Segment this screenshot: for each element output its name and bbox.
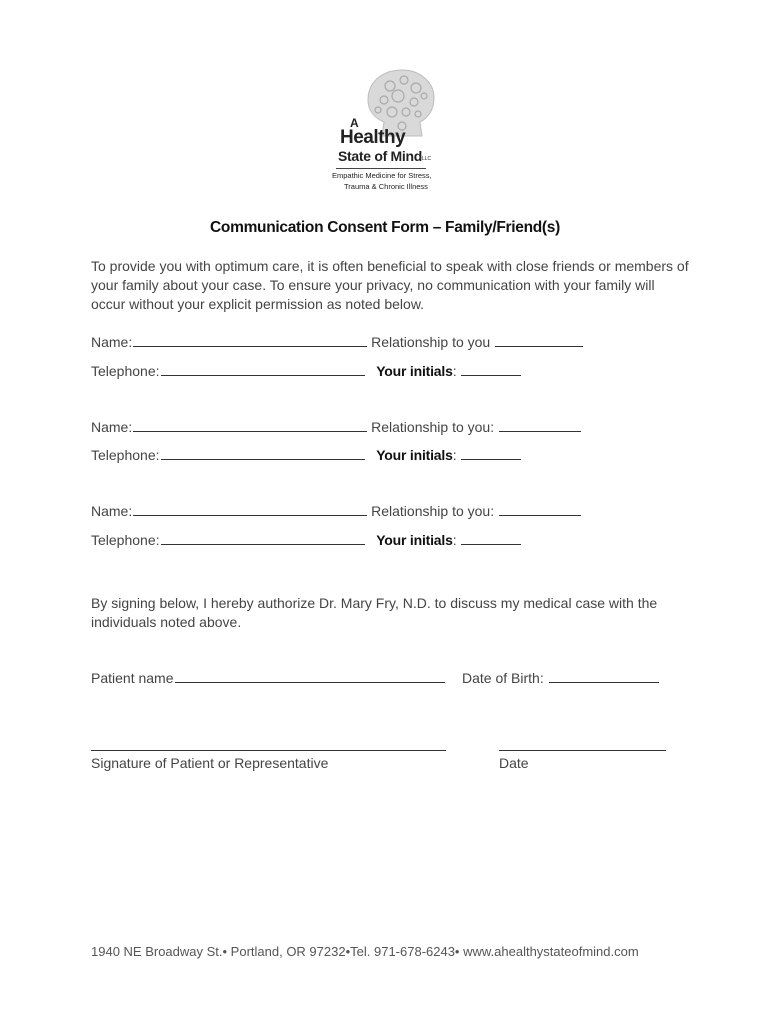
logo-tagline-1: Empathic Medicine for Stress,	[332, 171, 432, 180]
date-label: Date	[499, 755, 529, 771]
company-logo	[332, 66, 452, 196]
relationship-field[interactable]	[499, 514, 581, 516]
logo-llc: LLC	[422, 156, 432, 162]
contact-1-telephone-row	[91, 363, 521, 379]
footer-address: 1940 NE Broadway St.• Portland, OR 97232•Tel. 971-678-6243• www.ahealthystateofmind.com	[91, 944, 639, 959]
initials-label: Your initials	[376, 363, 453, 379]
dob-row	[462, 670, 659, 686]
relationship-label: Relationship to you:	[371, 503, 495, 519]
initials-field[interactable]	[461, 458, 521, 460]
logo-letter-a: A	[350, 116, 359, 130]
signature-label: Signature of Patient or Representative	[91, 755, 329, 771]
relationship-label: Relationship to you:	[371, 419, 495, 435]
relationship-label: Relationship to you	[371, 334, 491, 350]
telephone-field[interactable]	[161, 458, 365, 460]
initials-label: Your initials	[376, 447, 453, 463]
authorization-paragraph: By signing below, I hereby authorize Dr. Mary Fry, N.D. to discuss my medical case with the individuals noted above.	[91, 595, 658, 630]
name-label: Name:	[91, 419, 133, 435]
relationship-field[interactable]	[499, 430, 581, 432]
dob-label: Date of Birth:	[462, 670, 544, 686]
name-field[interactable]	[133, 514, 367, 516]
signature-field[interactable]	[91, 750, 446, 751]
contact-3-name-row	[91, 503, 581, 519]
telephone-label: Telephone:	[91, 363, 160, 379]
logo-state-of-mind: State of Mind	[338, 148, 422, 164]
initials-colon: :	[452, 363, 457, 379]
name-field[interactable]	[133, 345, 367, 347]
telephone-field[interactable]	[161, 374, 365, 376]
patient-name-field[interactable]	[175, 681, 445, 683]
contact-1-name-row	[91, 334, 583, 350]
initials-colon: :	[452, 532, 457, 548]
dob-field[interactable]	[549, 681, 659, 683]
logo-divider	[336, 168, 426, 169]
patient-name-label: Patient name	[91, 670, 174, 686]
patient-name-row	[91, 670, 445, 686]
relationship-field[interactable]	[495, 345, 583, 347]
initials-field[interactable]	[461, 543, 521, 545]
initials-label: Your initials	[376, 532, 453, 548]
contact-2-telephone-row	[91, 447, 521, 463]
logo-tagline-2: Trauma & Chronic Illness	[344, 182, 428, 191]
name-field[interactable]	[133, 430, 367, 432]
telephone-label: Telephone:	[91, 532, 160, 548]
logo-healthy: Healthy	[340, 127, 406, 148]
initials-colon: :	[452, 447, 457, 463]
telephone-field[interactable]	[161, 543, 365, 545]
intro-paragraph: To provide you with optimum care, it is often beneficial to speak with close friends or members of your family about your case. To ensure your privacy, no communication with your family will occur without your explicit permission as noted below.	[91, 258, 689, 312]
form-title: Communication Consent Form – Family/Friend(s)	[210, 219, 560, 236]
name-label: Name:	[91, 334, 133, 350]
contact-2-name-row	[91, 419, 581, 435]
name-label: Name:	[91, 503, 133, 519]
initials-field[interactable]	[461, 374, 521, 376]
telephone-label: Telephone:	[91, 447, 160, 463]
date-field[interactable]	[499, 750, 666, 751]
contact-3-telephone-row	[91, 532, 521, 548]
